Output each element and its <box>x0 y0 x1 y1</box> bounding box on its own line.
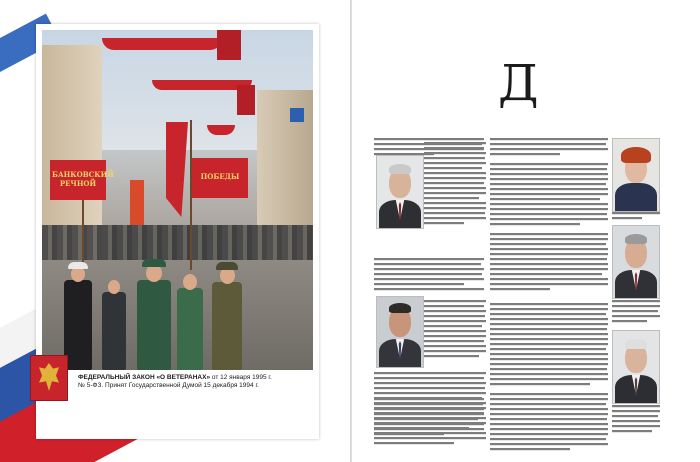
photo-figure <box>212 282 242 370</box>
biography-text-lines <box>490 138 608 458</box>
photo-figure-cap <box>216 262 238 270</box>
photo-banner <box>192 158 248 198</box>
double-headed-eagle-icon <box>39 363 59 391</box>
photo-figure-cap <box>142 259 166 267</box>
portrait-photo <box>612 330 660 404</box>
portrait-photo <box>612 138 660 212</box>
photo-hanging-flag <box>217 30 241 60</box>
section-letter: Д <box>498 54 539 112</box>
portrait-hair <box>389 164 411 174</box>
photo-figure <box>64 280 92 370</box>
photo-figure <box>177 288 203 370</box>
biography-text-lines <box>612 405 660 445</box>
portrait-hair <box>621 147 651 163</box>
portrait-hair <box>389 303 411 313</box>
portrait-hair <box>625 234 647 244</box>
biography-text-lines <box>612 300 660 325</box>
photo-figure <box>137 280 171 370</box>
photo-figure-face <box>183 274 197 290</box>
biography-column-right <box>612 212 660 223</box>
biography-text-lines <box>424 300 486 370</box>
biography-column-right <box>612 405 660 446</box>
caption-body: от 12 января 1995 г. № 5-ФЗ. Принят Государственной Думой 15 декабря 1994 г. <box>78 374 272 389</box>
photo-hanging-flag <box>237 85 255 115</box>
portrait-photo <box>612 225 660 299</box>
parade-photo <box>42 30 313 370</box>
portrait-jacket <box>615 183 657 212</box>
biography-text-lines <box>424 142 486 292</box>
photo-caption <box>78 374 278 390</box>
biography-column-left-text <box>424 142 486 293</box>
biography-text-lines <box>374 372 486 457</box>
photo-banner <box>50 160 114 200</box>
caption-title: ФЕДЕРАЛЬНЫЙ ЗАКОН «О ВЕТЕРАНАХ» <box>78 374 211 381</box>
photo-garland <box>102 38 222 50</box>
biography-column-middle <box>490 138 608 459</box>
biography-column-left-text <box>374 372 486 458</box>
photo-red-flag <box>166 122 188 217</box>
portrait-hair <box>625 339 647 349</box>
portrait-photo <box>376 296 424 368</box>
portrait-photo <box>376 155 424 229</box>
biography-column-left-text <box>424 300 486 371</box>
biography-column-right <box>612 300 660 326</box>
photo-figure-face <box>108 280 120 294</box>
russian-coat-of-arms-icon <box>30 355 68 401</box>
photo-sign <box>290 108 304 122</box>
biography-text-lines <box>612 212 660 222</box>
photo-red-flag <box>130 180 144 225</box>
photo-figure <box>102 292 126 370</box>
photo-banner-text: БАНКОВСКИЙ РЕЧНОЙ <box>52 170 114 188</box>
photo-figure-cap <box>68 262 88 269</box>
photo-banner-text: ПОБЕДЫ <box>200 172 240 181</box>
